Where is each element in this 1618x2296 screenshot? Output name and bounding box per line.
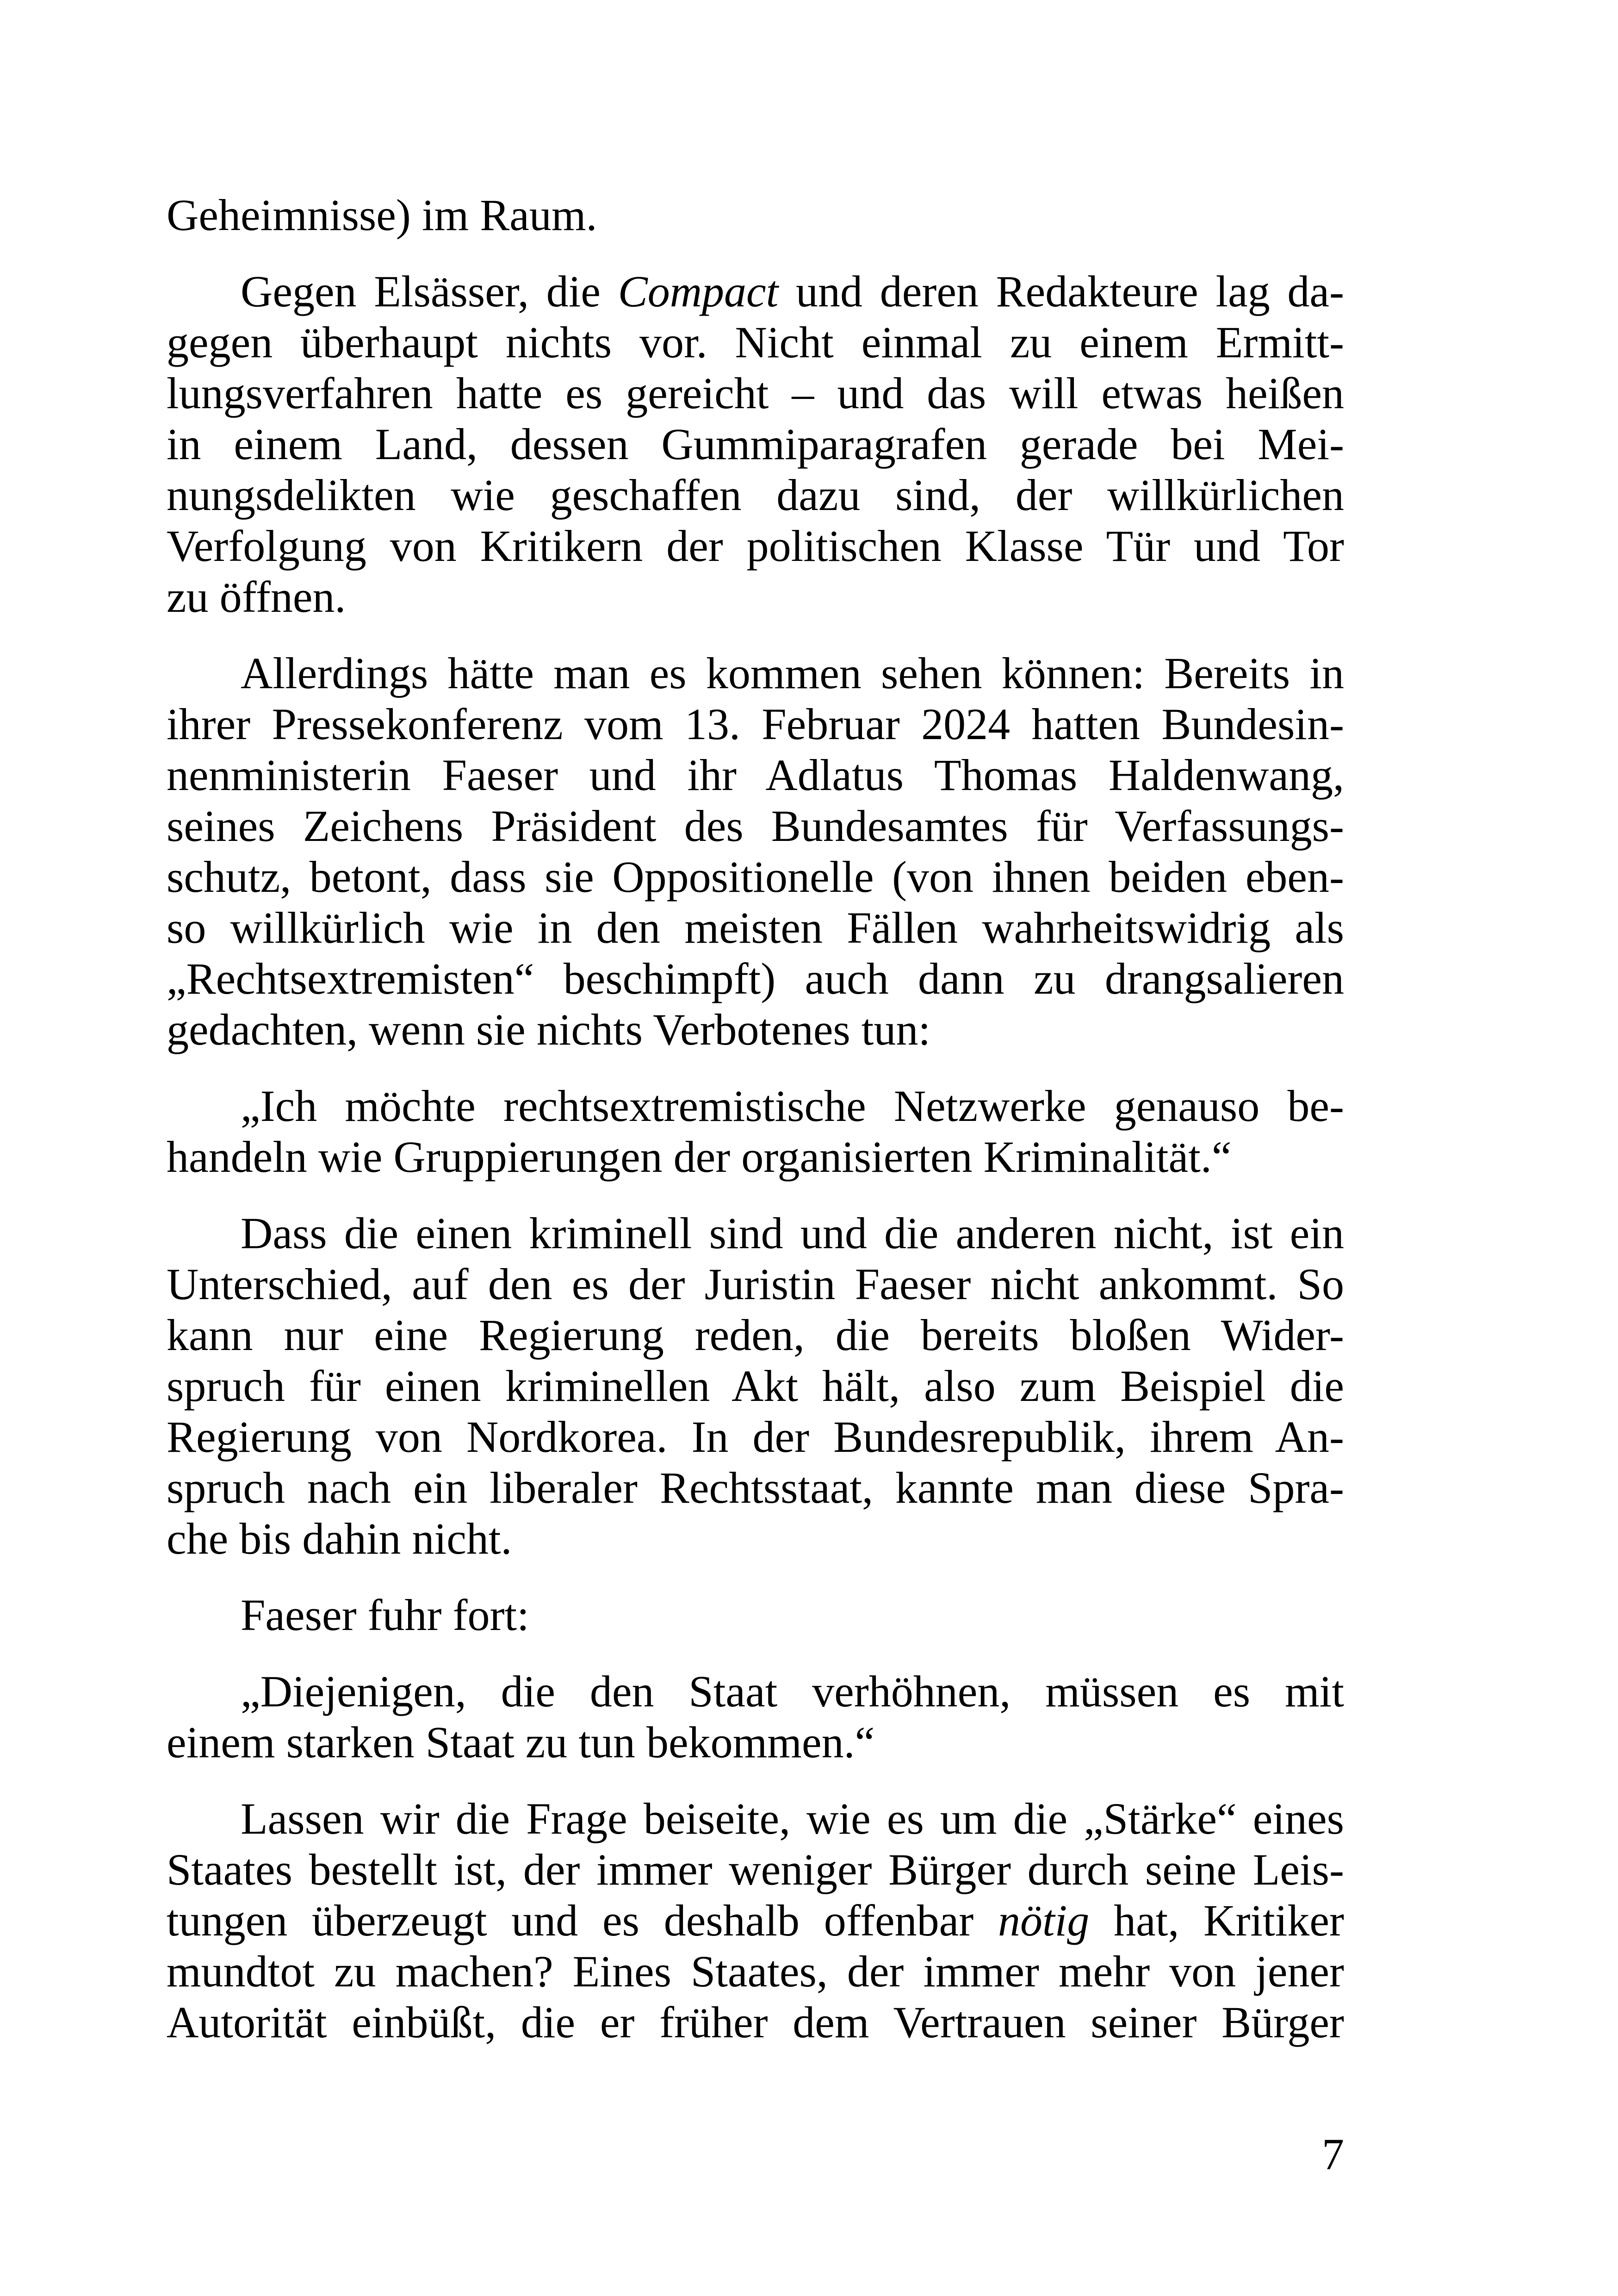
text-line — [167, 368, 1344, 419]
text-segment: gedachten, wenn sie nichts Verbotenes tun: — [167, 1005, 931, 1054]
text-line — [167, 1513, 1344, 1564]
text-line — [167, 1895, 1344, 1946]
text-segment: „Ich möchte rechtsextremistische Netzwerke genauso be- — [241, 1081, 1344, 1131]
text-line — [167, 470, 1344, 521]
italic-text-segment: nötig — [998, 1896, 1090, 1945]
text-line — [167, 1081, 1344, 1132]
text-line — [167, 190, 1344, 241]
text-segment: handeln wie Gruppierungen der organisierten Kriminalität.“ — [167, 1132, 1232, 1182]
text-line — [167, 1132, 1344, 1182]
text-segment: Lassen wir die Frage beiseite, wie es um die „Stärke“ eines — [241, 1794, 1344, 1843]
text-segment: zu öffnen. — [167, 572, 346, 622]
text-line — [167, 1946, 1344, 1997]
paragraph — [167, 648, 1344, 1055]
text-line — [167, 852, 1344, 902]
text-segment: hat, Kritiker — [1089, 1896, 1344, 1945]
paragraph — [167, 1793, 1344, 2048]
text-segment: „Rechtsextremisten“ beschimpft) auch dann zu drangsalieren — [167, 954, 1344, 1003]
text-segment: che bis dahin nicht. — [167, 1514, 512, 1563]
text-segment: lungsverfahren hatte es gereicht – und das will etwas heißen — [167, 368, 1344, 418]
text-segment: Autorität einbüßt, die er früher dem Vertrauen seiner Bürger — [167, 1997, 1344, 2047]
text-line — [167, 1590, 1344, 1641]
text-segment: kann nur eine Regierung reden, die bereits bloßen Wider- — [167, 1310, 1344, 1360]
text-segment: und deren Redakteure lag da- — [778, 267, 1345, 316]
text-line — [167, 1208, 1344, 1259]
page-text — [167, 190, 1344, 2048]
paragraph — [167, 1081, 1344, 1182]
text-segment: Verfolgung von Kritikern der politischen Klasse Tür und Tor — [167, 521, 1344, 571]
text-line — [167, 521, 1344, 572]
text-line — [167, 750, 1344, 801]
text-line — [167, 1793, 1344, 1844]
text-segment: in einem Land, dessen Gummiparagrafen gerade bei Mei- — [167, 419, 1344, 469]
text-line — [167, 419, 1344, 470]
paragraph — [167, 1208, 1344, 1564]
text-line — [167, 801, 1344, 852]
text-segment: schutz, betont, dass sie Oppositionelle (von ihnen beiden eben- — [167, 852, 1344, 902]
text-segment: so willkürlich wie in den meisten Fällen wahrheitswidrig als — [167, 903, 1344, 952]
text-line — [167, 1666, 1344, 1717]
text-segment: Allerdings hätte man es kommen sehen können: Bereits in — [241, 648, 1344, 698]
text-segment: nungsdelikten wie geschaffen dazu sind, der willkürlichen — [167, 470, 1344, 520]
text-line — [167, 317, 1344, 368]
text-line — [167, 902, 1344, 953]
text-segment: Faeser fuhr fort: — [241, 1590, 529, 1640]
paragraph — [167, 266, 1344, 622]
text-segment: Staates bestellt ist, der immer weniger Bürger durch seine Leis- — [167, 1845, 1344, 1894]
text-segment: gegen überhaupt nichts vor. Nicht einmal zu einem Ermitt- — [167, 317, 1344, 367]
text-line — [167, 953, 1344, 1004]
text-segment: „Diejenigen, die den Staat verhöhnen, müssen es mit — [241, 1667, 1344, 1716]
text-segment: Unterschied, auf den es der Juristin Faeser nicht ankommt. So — [167, 1259, 1344, 1309]
text-line — [167, 1462, 1344, 1513]
paragraph — [167, 1666, 1344, 1768]
text-segment: Regierung von Nordkorea. In der Bundesrepublik, ihrem An- — [167, 1412, 1344, 1462]
text-line — [167, 1310, 1344, 1361]
text-line — [167, 1361, 1344, 1412]
text-segment: spruch nach ein liberaler Rechtsstaat, kannte man diese Spra- — [167, 1463, 1344, 1512]
italic-text-segment: Compact — [618, 267, 779, 316]
text-segment: Gegen Elsässer, die — [241, 267, 618, 316]
text-line — [167, 1412, 1344, 1462]
text-line — [167, 1717, 1344, 1768]
text-line — [167, 572, 1344, 622]
text-line — [167, 1259, 1344, 1310]
text-segment: mundtot zu machen? Eines Staates, der immer mehr von jener — [167, 1947, 1344, 1996]
text-segment: Dass die einen kriminell sind und die anderen nicht, ist ein — [241, 1208, 1344, 1258]
text-segment: nenministerin Faeser und ihr Adlatus Thomas Haldenwang, — [167, 750, 1344, 800]
paragraph — [167, 1590, 1344, 1641]
page-number: 7 — [1322, 2129, 1344, 2179]
text-line — [167, 1844, 1344, 1895]
text-line — [167, 699, 1344, 750]
text-segment: einem starken Staat zu tun bekommen.“ — [167, 1717, 875, 1767]
text-line — [167, 1997, 1344, 2048]
text-line — [167, 648, 1344, 699]
text-segment: spruch für einen kriminellen Akt hält, also zum Beispiel die — [167, 1361, 1344, 1411]
paragraph — [167, 190, 1344, 241]
text-line — [167, 266, 1344, 317]
text-segment: ihrer Pressekonferenz vom 13. Februar 2024 hatten Bundesin- — [167, 699, 1344, 749]
text-line — [167, 1004, 1344, 1055]
text-segment: tungen überzeugt und es deshalb offenbar — [167, 1896, 998, 1945]
text-segment: Geheimnisse) im Raum. — [167, 190, 597, 240]
text-segment: seines Zeichens Präsident des Bundesamtes für Verfassungs- — [167, 801, 1344, 851]
